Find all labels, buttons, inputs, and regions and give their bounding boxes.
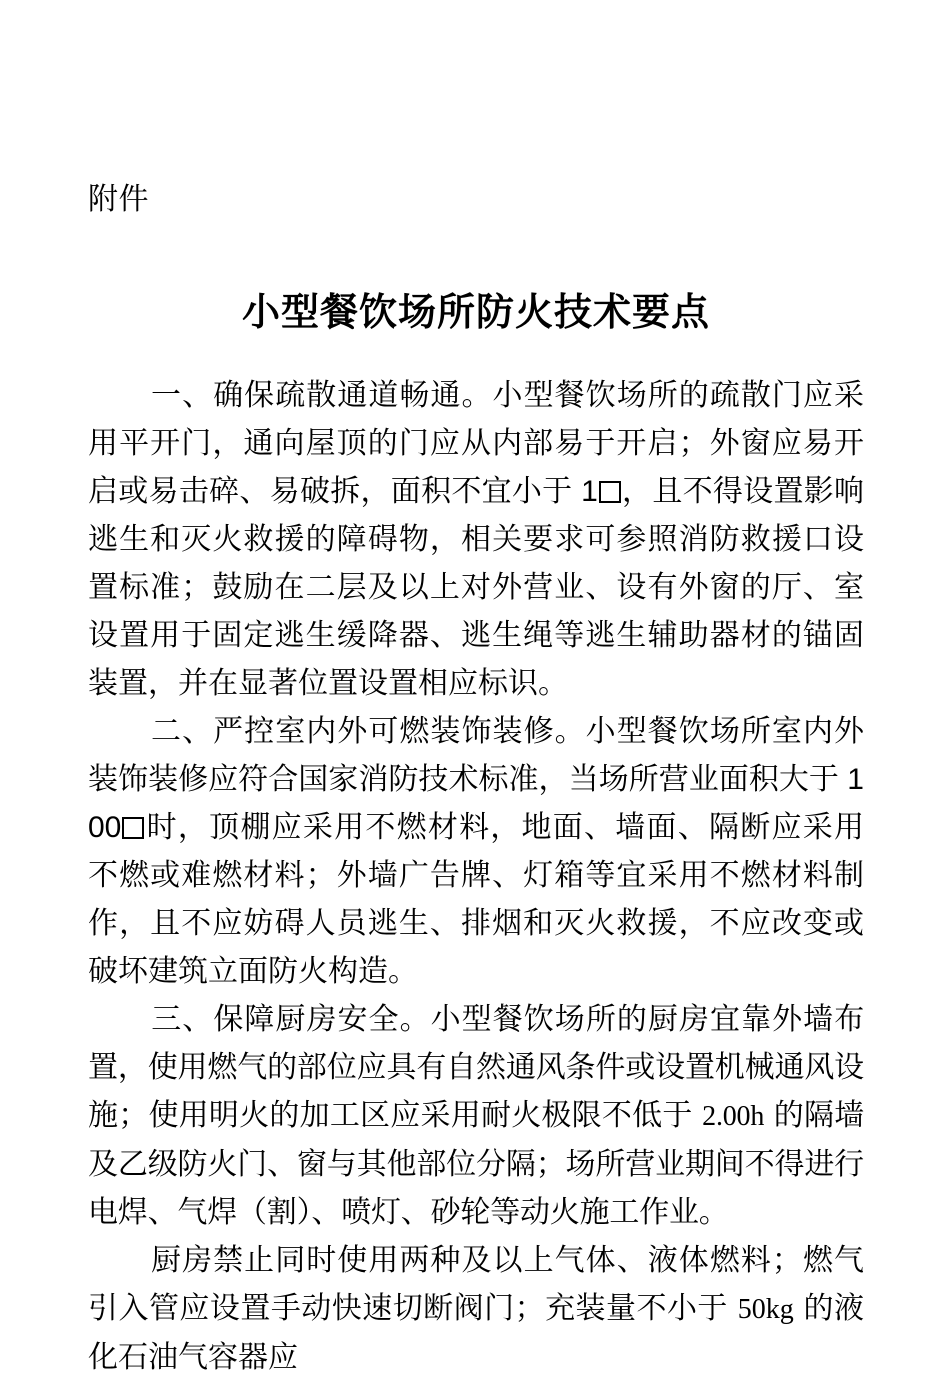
paragraph-one <box>88 372 864 708</box>
paragraph-three-text-part-one: 三、保障厨房安全。小型餐饮场所的厨房宜靠外墙布置，使用燃气的部位应具有自然通风条件或设置机械通风设施；使用明火的加工区应采用耐火极限不低于 <box>88 1003 864 1132</box>
document-body <box>88 372 864 1382</box>
paragraph-three-text-part-two: 的隔墙及乙级防火门、窗与其他部位分隔；场所营业期间不得进行电焊、气焊（割）、喷灯、砂轮等动火施工作业。 <box>88 1099 864 1229</box>
paragraph-one-text-after-box: ，且不得设置影响逃生和灭火救援的障碍物，相关要求可参照消防救援口设置标准；鼓励在二层及以上对外营业、设有外窗的厅、室设置用于固定逃生缓降器、逃生绳等逃生辅助器材的锚固装置，并在显著位置设置相应标识。 <box>88 475 864 700</box>
page-title: 小型餐饮场所防火技术要点 <box>241 292 710 335</box>
gas-capacity-value: 50kg <box>737 1294 794 1325</box>
missing-glyph-box-icon <box>122 817 144 839</box>
paragraph-one-text-before-box: 一、确保疏散通道畅通。小型餐饮场所的疏散门应采用平开门，通向屋顶的门应从内部易于开启；外窗应易开启或易击碎、易破拆，面积不宜小于 1 <box>88 379 864 508</box>
paragraph-four-text-part-two: 的液化石油气容器应 <box>88 1292 864 1374</box>
paragraph-two-text-before-box: 二、严控室内外可燃装饰装修。小型餐饮场所室内外装饰装修应符合国家消防技术标准，当场所营业面积大于 100 <box>88 715 864 844</box>
paragraph-two <box>88 708 864 996</box>
paragraph-two-text-after-box: 时，顶棚应采用不燃材料，地面、墙面、隔断应采用不燃或难燃材料；外墙广告牌、灯箱等宜采用不燃材料制作，且不应妨碍人员逃生、排烟和灭火救援，不应改变或破坏建筑立面防火构造。 <box>88 811 864 988</box>
paragraph-three <box>88 996 864 1237</box>
fire-resistance-value: 2.00h <box>702 1101 765 1132</box>
missing-glyph-box-icon <box>599 481 621 503</box>
paragraph-four <box>88 1237 864 1382</box>
paragraph-four-text-part-one: 厨房禁止同时使用两种及以上气体、液体燃料；燃气引入管应设置手动快速切断阀门；充装量不小于 <box>88 1244 864 1325</box>
attachment-label: 附件 <box>88 183 149 216</box>
